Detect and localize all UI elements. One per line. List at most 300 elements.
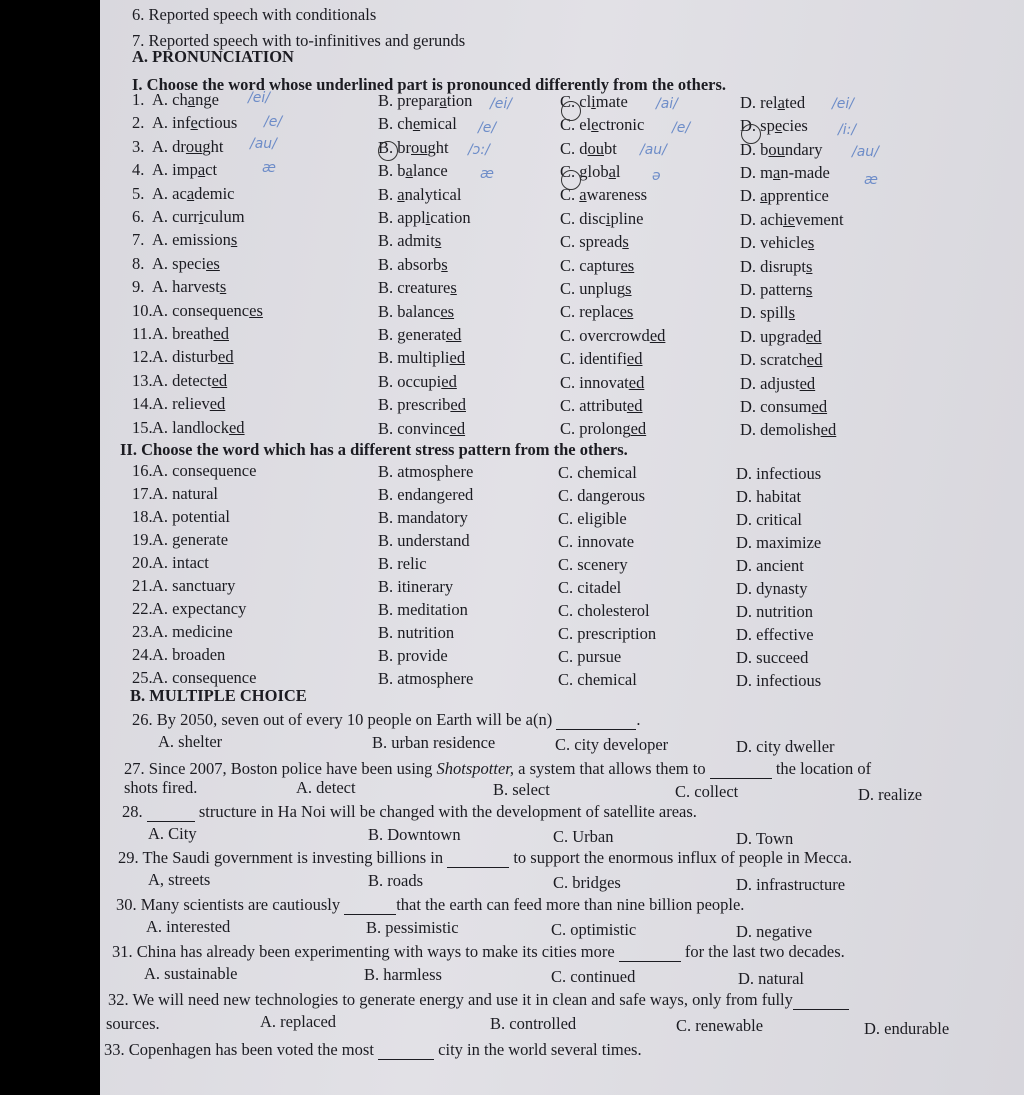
word-part: D. adjust bbox=[740, 373, 800, 393]
pron-number: 8. bbox=[132, 253, 145, 273]
word-part: A. inf bbox=[152, 113, 191, 133]
answer-circle-4c bbox=[561, 170, 581, 190]
note-1c: /ai/ bbox=[656, 96, 678, 112]
pron-number: 3. bbox=[132, 136, 145, 156]
word-part: B. admit bbox=[378, 231, 435, 251]
question-26: 26. By 2050, seven out of every 10 people on Earth will be a(n) . bbox=[132, 710, 641, 729]
underlined-part: es bbox=[206, 253, 220, 273]
word-part: A. curr bbox=[152, 207, 199, 226]
stress-option-d[interactable]: D. infectious bbox=[736, 464, 822, 483]
word-part: C. bbox=[560, 185, 580, 205]
word-part: B. absorb bbox=[378, 254, 442, 274]
stress-option-b[interactable]: B. relic bbox=[378, 554, 427, 573]
q30-option-b[interactable]: B. pessimistic bbox=[366, 918, 459, 937]
stress-option-d[interactable]: D. effective bbox=[736, 625, 814, 644]
word-part: A. ch bbox=[152, 90, 188, 109]
pron-option-c[interactable] bbox=[560, 326, 665, 346]
pron-option-c[interactable] bbox=[560, 256, 634, 276]
pron-number: 1. bbox=[132, 90, 145, 109]
pron-option-c[interactable] bbox=[560, 349, 643, 369]
pron-option-a[interactable] bbox=[152, 371, 227, 391]
pron-option-b[interactable] bbox=[378, 372, 457, 392]
underlined-part: ed bbox=[820, 420, 837, 440]
underlined-part: ed bbox=[799, 373, 816, 393]
question-32: 32. We will need new technologies to generate energy and use it in clean and safe ways, only from fully bbox=[108, 990, 849, 1010]
stress-option-a[interactable]: A. expectancy bbox=[152, 599, 247, 618]
underlined-part: ed bbox=[649, 325, 666, 345]
word-part: B. prescrib bbox=[378, 395, 451, 415]
stress-option-d[interactable]: D. nutrition bbox=[736, 602, 813, 621]
underlined-part: a bbox=[760, 186, 768, 206]
section-a-title: A. PRONUNCIATION bbox=[132, 47, 294, 66]
q27-option-d[interactable]: D. realize bbox=[858, 785, 923, 804]
stress-number: 21. bbox=[132, 576, 153, 595]
underlined-part: a bbox=[197, 160, 206, 180]
underlined-part: s bbox=[230, 230, 238, 250]
pron-option-d[interactable] bbox=[740, 210, 844, 230]
note-4a: æ bbox=[262, 160, 276, 176]
question-29: 29. The Saudi government is investing billions in to support the enormous influx of people in Mecca. bbox=[118, 848, 852, 867]
underlined-part: es bbox=[440, 301, 455, 321]
q32-option-b[interactable]: B. controlled bbox=[490, 1014, 577, 1033]
underlined-part: e bbox=[412, 114, 421, 134]
underlined-part: e bbox=[774, 116, 783, 136]
stress-option-c[interactable]: C. chemical bbox=[558, 670, 637, 689]
word-part: l bbox=[615, 162, 621, 181]
underlined-part: ed bbox=[211, 370, 228, 390]
stress-option-b[interactable]: B. provide bbox=[378, 646, 448, 665]
pron-option-a[interactable] bbox=[152, 137, 224, 157]
underlined-part: ed bbox=[626, 349, 643, 369]
pron-option-c[interactable] bbox=[560, 396, 643, 416]
word-part: D. m bbox=[740, 162, 773, 182]
underlined-part: a bbox=[405, 161, 413, 181]
blank-29[interactable] bbox=[447, 867, 509, 868]
word-part: A. harvest bbox=[152, 277, 220, 297]
word-part: tion bbox=[446, 90, 473, 110]
word-part: B. appl bbox=[378, 207, 426, 227]
q28-option-a[interactable]: A. City bbox=[148, 824, 197, 843]
word-part: A. detect bbox=[152, 370, 212, 390]
pron-option-b[interactable] bbox=[378, 325, 461, 345]
stress-option-d[interactable]: D. dynasty bbox=[736, 579, 808, 598]
stress-option-b[interactable]: B. atmosphere bbox=[378, 462, 474, 481]
underlined-part: i bbox=[425, 207, 431, 227]
note-2c: /e/ bbox=[672, 120, 691, 136]
underlined-part: s bbox=[806, 256, 813, 276]
q26-option-b[interactable]: B. urban residence bbox=[372, 733, 496, 752]
q31-option-c[interactable]: C. continued bbox=[551, 967, 636, 986]
pron-number: 10. bbox=[132, 300, 153, 320]
word-part: C. glob bbox=[560, 162, 609, 181]
pron-option-b[interactable] bbox=[378, 255, 448, 275]
word-part: D. ach bbox=[740, 209, 784, 229]
word-part: A. dr bbox=[152, 136, 186, 156]
stress-option-a[interactable]: A. intact bbox=[152, 553, 209, 572]
pron-option-a[interactable] bbox=[152, 160, 217, 180]
q29-option-c[interactable]: C. bridges bbox=[553, 873, 621, 892]
stress-option-b[interactable]: B. atmosphere bbox=[378, 669, 474, 688]
underlined-part: ou bbox=[587, 138, 605, 158]
q27-option-b[interactable]: B. select bbox=[493, 780, 550, 799]
word-part: C. attribut bbox=[560, 396, 627, 415]
note-1d: /ei/ bbox=[832, 96, 854, 112]
word-part: A. disturb bbox=[152, 347, 218, 367]
word-part: D. demolish bbox=[740, 420, 821, 440]
pron-option-b[interactable] bbox=[378, 114, 457, 134]
underlined-part: a bbox=[579, 185, 587, 205]
q26-option-a[interactable]: A. shelter bbox=[158, 732, 223, 751]
header-line-7: 7. Reported speech with to-infinitives and gerunds bbox=[132, 31, 466, 50]
q32-option-c[interactable]: C. renewable bbox=[676, 1016, 764, 1035]
note-1b: /ei/ bbox=[490, 96, 512, 112]
stress-option-c[interactable]: C. cholesterol bbox=[558, 601, 650, 620]
stress-option-a[interactable]: A. generate bbox=[152, 530, 229, 549]
pron-option-d[interactable] bbox=[740, 374, 815, 394]
note-3b: /ɔ:/ bbox=[468, 142, 490, 158]
q26-option-c[interactable]: C. city developer bbox=[555, 735, 669, 754]
word-part: D. consum bbox=[740, 396, 812, 416]
pron-option-b[interactable] bbox=[378, 91, 472, 111]
section-b-title: B. MULTIPLE CHOICE bbox=[130, 686, 307, 705]
underlined-part: s bbox=[625, 279, 632, 298]
word-part: A. speci bbox=[152, 253, 207, 273]
word-part: C. captur bbox=[560, 255, 621, 275]
pron-option-d[interactable] bbox=[740, 280, 812, 300]
stress-option-d[interactable]: D. ancient bbox=[736, 556, 804, 575]
question-27-cont: shots fired. bbox=[124, 778, 198, 797]
underlined-part: ed bbox=[805, 326, 822, 346]
pron-number: 15. bbox=[132, 417, 153, 437]
underlined-part: ed bbox=[441, 371, 457, 391]
pron-option-c[interactable] bbox=[560, 232, 629, 252]
blank-32[interactable] bbox=[793, 1009, 849, 1010]
word-part: A. emission bbox=[152, 230, 231, 250]
stress-option-c[interactable]: C. prescription bbox=[558, 624, 657, 643]
blank-27[interactable] bbox=[710, 778, 772, 779]
stress-number: 18. bbox=[132, 507, 153, 526]
word-part: bt bbox=[604, 138, 617, 158]
word-part: C. innovat bbox=[560, 372, 629, 392]
blank-26[interactable] bbox=[556, 729, 636, 730]
pron-option-b[interactable] bbox=[378, 161, 448, 181]
pron-option-a[interactable] bbox=[152, 184, 234, 204]
answer-circle-3b bbox=[378, 141, 398, 161]
blank-33[interactable] bbox=[378, 1059, 434, 1060]
q31-option-b[interactable]: B. harmless bbox=[364, 965, 442, 984]
question-31: 31. China has already been experimenting with ways to make its cities more for the last two decades. bbox=[112, 942, 845, 961]
stress-number: 17. bbox=[132, 484, 153, 503]
pron-option-d[interactable] bbox=[740, 257, 812, 277]
pron-option-c[interactable] bbox=[560, 209, 643, 229]
note-3c: /au/ bbox=[640, 142, 667, 158]
word-part: C. disc bbox=[560, 208, 606, 228]
underlined-part: a bbox=[187, 90, 196, 109]
stress-number: 20. bbox=[132, 553, 153, 572]
stress-number: 24. bbox=[132, 645, 153, 664]
stress-option-d[interactable]: D. critical bbox=[736, 510, 802, 529]
q30-option-c[interactable]: C. optimistic bbox=[551, 920, 637, 939]
word-part: D. sp bbox=[740, 116, 775, 136]
word-part: mical bbox=[420, 114, 457, 134]
q29-option-a[interactable]: A, streets bbox=[148, 870, 211, 889]
word-part: C. cl bbox=[560, 91, 592, 111]
pron-option-a[interactable] bbox=[152, 207, 245, 227]
answer-circle-1c bbox=[561, 101, 581, 121]
blank-30[interactable] bbox=[344, 914, 396, 915]
word-part: A. ac bbox=[152, 183, 187, 203]
pron-number: 14. bbox=[132, 394, 153, 414]
pron-option-a[interactable] bbox=[152, 277, 226, 297]
word-part: lance bbox=[412, 161, 448, 181]
pron-option-d[interactable] bbox=[740, 93, 805, 113]
word-part: B. br bbox=[378, 137, 411, 157]
underlined-part: ed bbox=[228, 417, 245, 437]
pron-option-c[interactable] bbox=[560, 373, 644, 393]
pron-option-d[interactable] bbox=[740, 303, 795, 323]
word-part: A. reliev bbox=[152, 394, 210, 414]
question-33: 33. Copenhagen has been voted the most city in the world several times. bbox=[104, 1040, 642, 1059]
word-part: mate bbox=[595, 91, 628, 111]
note-3a: /au/ bbox=[250, 136, 277, 152]
underlined-part: s bbox=[434, 231, 442, 251]
pron-option-d[interactable] bbox=[740, 186, 829, 206]
q31-option-d[interactable]: D. natural bbox=[738, 969, 804, 988]
underlined-part: a bbox=[773, 162, 781, 182]
underlined-part: e bbox=[190, 113, 198, 133]
stress-option-c[interactable]: C. citadel bbox=[558, 578, 622, 597]
pron-option-b[interactable] bbox=[378, 302, 454, 322]
word-part: C. el bbox=[560, 115, 592, 135]
word-part: wareness bbox=[586, 185, 648, 205]
stress-option-a[interactable]: A. consequence bbox=[152, 461, 257, 480]
stress-number: 16. bbox=[132, 461, 153, 480]
word-part: B. balanc bbox=[378, 301, 441, 321]
note-4b: æ bbox=[480, 166, 494, 182]
word-part: A. breath bbox=[152, 324, 214, 343]
q28-option-c[interactable]: C. Urban bbox=[553, 827, 614, 846]
word-part: C. identifi bbox=[560, 349, 627, 369]
word-part: D. rel bbox=[740, 92, 778, 112]
pron-option-b[interactable] bbox=[378, 231, 441, 251]
word-part: D. scratch bbox=[740, 350, 807, 370]
word-part: B. b bbox=[378, 161, 406, 181]
pron-option-a[interactable] bbox=[152, 301, 263, 321]
word-part: B. creature bbox=[378, 278, 451, 298]
pron-number: 9. bbox=[132, 277, 145, 297]
word-part: cies bbox=[782, 116, 808, 136]
word-part: C. prolong bbox=[560, 419, 631, 439]
underlined-part: s bbox=[450, 278, 457, 298]
blank-28[interactable] bbox=[147, 821, 195, 822]
stress-number: 23. bbox=[132, 622, 153, 641]
q32-option-a[interactable]: A. replaced bbox=[260, 1012, 337, 1031]
stress-number: 22. bbox=[132, 599, 153, 618]
q31-option-a[interactable]: A. sustainable bbox=[144, 964, 238, 983]
stress-option-d[interactable]: D. habitat bbox=[736, 487, 802, 506]
word-part: ct bbox=[205, 160, 218, 180]
word-part: D. vehicle bbox=[740, 233, 808, 253]
pron-option-b[interactable] bbox=[378, 419, 465, 439]
stress-option-b[interactable]: B. understand bbox=[378, 531, 470, 550]
underlined-part: ed bbox=[445, 324, 462, 344]
stress-option-d[interactable]: D. infectious bbox=[736, 671, 822, 690]
answer-circle-2d bbox=[741, 124, 761, 144]
pron-option-c[interactable] bbox=[560, 302, 633, 322]
pron-option-a[interactable] bbox=[152, 347, 234, 367]
stress-option-d[interactable]: D. succeed bbox=[736, 648, 809, 667]
underlined-part: ou bbox=[768, 139, 785, 159]
stress-option-a[interactable]: A. sanctuary bbox=[152, 576, 236, 595]
stress-option-b[interactable]: B. itinerary bbox=[378, 577, 454, 596]
pron-option-c[interactable] bbox=[560, 419, 646, 439]
q28-option-b[interactable]: B. Downtown bbox=[368, 825, 461, 844]
pron-option-a[interactable] bbox=[152, 394, 225, 414]
stress-option-a[interactable]: A. medicine bbox=[152, 622, 233, 641]
q28-option-d[interactable]: D. Town bbox=[736, 829, 794, 848]
word-part: B. convinc bbox=[378, 418, 450, 438]
underlined-part: ed bbox=[628, 372, 645, 392]
stress-number: 25. bbox=[132, 668, 153, 687]
pron-option-a[interactable] bbox=[152, 113, 237, 133]
pron-option-a[interactable] bbox=[152, 324, 229, 344]
pron-option-d[interactable] bbox=[740, 397, 827, 417]
pron-number: 7. bbox=[132, 230, 145, 250]
note-4d: æ bbox=[864, 172, 878, 188]
underlined-part: ed bbox=[626, 396, 643, 415]
pron-option-d[interactable] bbox=[740, 350, 822, 370]
pron-option-b[interactable] bbox=[378, 185, 461, 205]
underlined-part: ie bbox=[783, 209, 795, 229]
part-1-instruction: I. Choose the word whose underlined part is pronounced differently from the others. bbox=[132, 75, 727, 94]
underlined-part: ou bbox=[411, 137, 428, 157]
word-part: D. b bbox=[740, 139, 769, 159]
stress-option-c[interactable]: C. innovate bbox=[558, 532, 635, 551]
pron-option-d[interactable] bbox=[740, 420, 836, 440]
stress-option-a[interactable]: A. consequence bbox=[152, 668, 257, 687]
word-part: pline bbox=[610, 208, 644, 228]
underlined-part: s bbox=[788, 303, 796, 323]
word-part: B. generat bbox=[378, 324, 446, 344]
pron-option-a[interactable] bbox=[152, 90, 219, 110]
underlined-part: ed bbox=[630, 419, 647, 439]
word-part: ght bbox=[202, 136, 224, 156]
pron-number: 13. bbox=[132, 370, 153, 390]
word-part: D. bbox=[740, 186, 761, 206]
stress-option-b[interactable]: B. mandatory bbox=[378, 508, 468, 527]
stress-option-c[interactable]: C. pursue bbox=[558, 647, 622, 666]
q32-option-d[interactable]: D. endurable bbox=[864, 1019, 950, 1038]
pron-option-b[interactable] bbox=[378, 208, 471, 228]
q30-option-a[interactable]: A. interested bbox=[146, 917, 231, 936]
word-part: nalytical bbox=[404, 184, 462, 204]
underlined-part: i bbox=[198, 207, 204, 226]
word-part: demic bbox=[194, 183, 235, 203]
pron-option-b[interactable] bbox=[378, 278, 457, 298]
stress-option-a[interactable]: A. potential bbox=[152, 507, 230, 526]
word-part: C. overcrowd bbox=[560, 325, 650, 345]
pron-option-c[interactable] bbox=[560, 139, 617, 159]
pron-number: 4. bbox=[132, 160, 145, 180]
note-3d: /au/ bbox=[852, 144, 879, 160]
stress-option-c[interactable]: C. chemical bbox=[558, 463, 637, 482]
question-32-cont: sources. bbox=[106, 1014, 160, 1033]
note-1a: /ei/ bbox=[248, 90, 270, 106]
header-line-6: 6. Reported speech with conditionals bbox=[132, 5, 377, 24]
pron-number: 2. bbox=[132, 113, 145, 133]
underlined-part: i bbox=[591, 91, 596, 111]
question-27: 27. Since 2007, Boston police have been using Shotspotter, a system that allows them to the location of bbox=[124, 759, 872, 778]
pron-number: 5. bbox=[132, 183, 145, 203]
blank-31[interactable] bbox=[619, 961, 681, 962]
q30-option-d[interactable]: D. negative bbox=[736, 922, 813, 941]
underlined-part: i bbox=[605, 208, 611, 228]
stress-option-a[interactable]: A. broaden bbox=[152, 645, 226, 664]
underlined-part: ou bbox=[185, 136, 203, 156]
word-part: nge bbox=[195, 90, 219, 109]
underlined-part: e bbox=[591, 115, 599, 135]
underlined-part: ed bbox=[449, 348, 466, 368]
q27-option-c[interactable]: C. collect bbox=[675, 782, 739, 801]
word-part: C. spread bbox=[560, 232, 623, 252]
stress-option-d[interactable]: D. maximize bbox=[736, 533, 822, 552]
underlined-part: ed bbox=[449, 418, 466, 438]
note-4c: ə bbox=[652, 168, 661, 184]
stress-option-c[interactable]: C. dangerous bbox=[558, 486, 646, 505]
pron-option-d[interactable] bbox=[740, 163, 830, 183]
stress-option-b[interactable]: B. meditation bbox=[378, 600, 468, 619]
underlined-part: a bbox=[777, 92, 785, 112]
word-part: D. disrupt bbox=[740, 256, 806, 276]
pron-option-d[interactable] bbox=[740, 327, 822, 347]
pron-option-a[interactable] bbox=[152, 418, 245, 438]
stress-option-c[interactable]: C. scenery bbox=[558, 555, 628, 574]
word-part: ndary bbox=[784, 139, 823, 159]
underlined-part: ed bbox=[218, 347, 234, 367]
pron-option-a[interactable] bbox=[152, 254, 220, 274]
word-part: D. upgrad bbox=[740, 326, 806, 346]
word-part: cation bbox=[430, 207, 471, 227]
q26-option-d[interactable]: D. city dweller bbox=[736, 737, 835, 756]
q27-option-a[interactable]: A. detect bbox=[296, 778, 356, 797]
stress-option-b[interactable]: B. endangered bbox=[378, 485, 474, 504]
pron-option-b[interactable] bbox=[378, 395, 466, 415]
word-part: D. pattern bbox=[740, 279, 806, 299]
pron-option-b[interactable] bbox=[378, 348, 465, 368]
word-part: C. d bbox=[560, 138, 588, 158]
pron-option-c[interactable] bbox=[560, 279, 632, 299]
word-part: B. ch bbox=[378, 114, 413, 134]
word-part: A. imp bbox=[152, 160, 198, 180]
word-part: vement bbox=[795, 209, 844, 229]
stress-option-b[interactable]: B. nutrition bbox=[378, 623, 455, 642]
underlined-part: s bbox=[807, 233, 815, 253]
pron-option-a[interactable] bbox=[152, 230, 237, 250]
pron-option-d[interactable] bbox=[740, 233, 814, 253]
word-part: ted bbox=[784, 92, 806, 112]
note-2b: /e/ bbox=[478, 120, 497, 136]
q29-option-b[interactable]: B. roads bbox=[368, 871, 423, 890]
stress-option-a[interactable]: A. natural bbox=[152, 484, 218, 503]
stress-option-c[interactable]: C. eligible bbox=[558, 509, 627, 528]
question-30: 30. Many scientists are cautiously that the earth can feed more than nine billion people. bbox=[116, 895, 745, 914]
word-part: A. landlock bbox=[152, 417, 229, 437]
word-part: ght bbox=[427, 137, 449, 157]
word-part: C. unplug bbox=[560, 279, 626, 298]
q29-option-d[interactable]: D. infrastructure bbox=[736, 875, 846, 894]
underlined-part: ed bbox=[209, 394, 226, 414]
underlined-part: ed bbox=[450, 395, 466, 415]
